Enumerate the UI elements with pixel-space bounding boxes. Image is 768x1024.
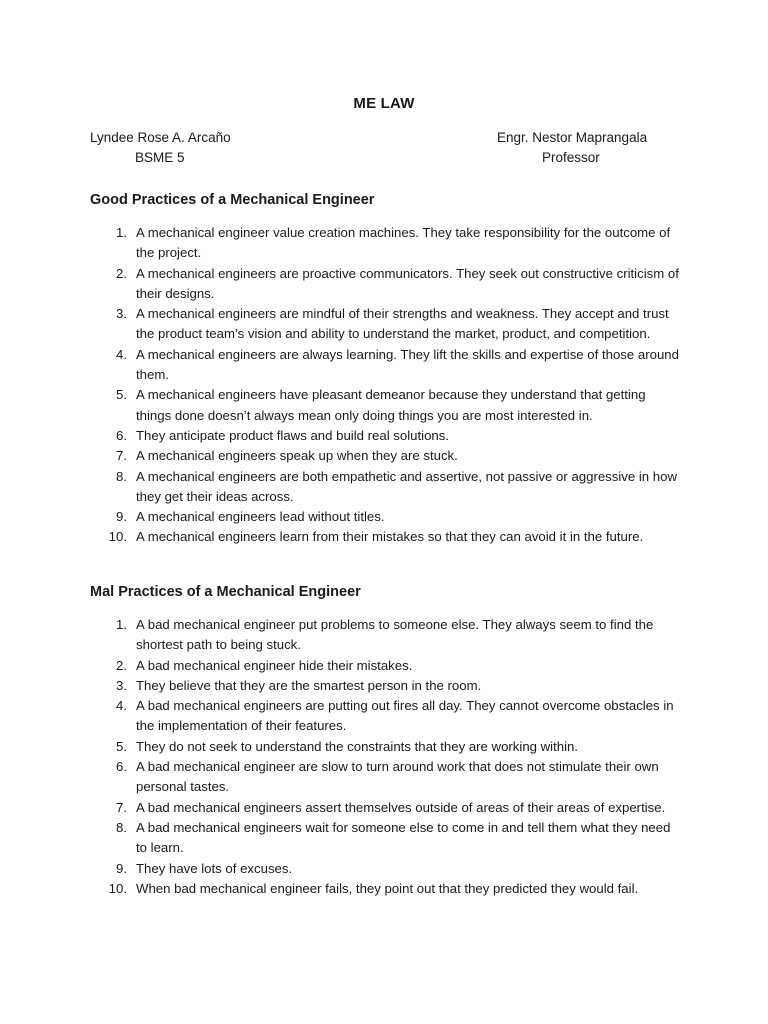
item-number: 2.: [116, 657, 127, 673]
item-text: A mechanical engineers are always learning. They lift the skills and expertise of those around them.: [136, 346, 679, 383]
item-number: 3.: [116, 677, 127, 693]
item-number: 4.: [116, 698, 127, 714]
mal-practices-heading: Mal Practices of a Mechanical Engineer: [90, 584, 361, 600]
list-item: [103, 304, 683, 345]
item-text: A mechanical engineers have pleasant demeanor because they understand that getting things done doesn’t always mean only doing things you are most interested in.: [136, 387, 646, 423]
list-item: [103, 507, 683, 527]
list-item: [103, 859, 683, 879]
item-text: A bad mechanical engineer are slow to turn around work that does not stimulate their own personal tastes.: [136, 759, 659, 795]
item-text: A mechanical engineers are mindful of their strengths and weakness. They accept and trust the product team’s vision and ability to understand the market, product, and competition.: [136, 306, 669, 342]
item-number: 7.: [116, 799, 127, 815]
item-number: 1.: [116, 225, 127, 240]
item-text: A bad mechanical engineer put problems to someone else. They always seem to find the shortest path to being stuck.: [136, 617, 654, 653]
item-number: 4.: [116, 346, 127, 362]
author-block: [90, 128, 231, 168]
item-number: 7.: [116, 448, 127, 464]
item-number: 6.: [116, 427, 127, 443]
list-item: [103, 385, 683, 426]
list-item: [103, 426, 683, 446]
list-item: [103, 737, 683, 757]
document-title: ME LAW: [353, 95, 415, 112]
author-name: Lyndee Rose A. Arcaño: [90, 130, 231, 145]
item-text: A mechanical engineers are both empathetic and assertive, not passive or aggressive in how they get their ideas across.: [136, 468, 677, 504]
good-practices-list: [103, 223, 683, 548]
item-text: A mechanical engineer value creation machines. They take responsibility for the outcome of the project.: [136, 225, 671, 261]
item-text: A bad mechanical engineers assert themselves outside of areas of their areas of expertise.: [136, 799, 666, 815]
item-number: 6.: [116, 759, 127, 775]
professor-role: Professor: [542, 150, 600, 165]
item-number: 9.: [116, 860, 127, 876]
good-practices-heading: Good Practices of a Mechanical Engineer: [90, 192, 375, 208]
item-text: A bad mechanical engineers wait for someone else to come in and tell them what they need to learn.: [136, 819, 671, 856]
item-number: 5.: [116, 387, 127, 403]
list-item: [103, 696, 683, 737]
item-text: They do not seek to understand the constraints that they are working within.: [136, 738, 579, 754]
item-number: 10.: [108, 529, 127, 545]
item-text: A mechanical engineers lead without titles.: [136, 509, 385, 525]
item-text: A mechanical engineers speak up when they are stuck.: [136, 448, 458, 464]
item-text: When bad mechanical engineer fails, they point out that they predicted they would fail.: [136, 880, 639, 896]
list-item: [103, 676, 683, 696]
list-item: [103, 798, 683, 818]
list-item: [103, 818, 683, 859]
item-text: A bad mechanical engineer hide their mistakes.: [136, 657, 413, 673]
list-item: [103, 223, 683, 264]
item-text: A bad mechanical engineers are putting out fires all day. They cannot overcome obstacles in the implementation of their features.: [136, 698, 674, 734]
item-number: 3.: [116, 306, 127, 322]
item-number: 2.: [116, 265, 127, 281]
list-item: [103, 345, 683, 386]
list-item: [103, 615, 683, 656]
list-item: [103, 446, 683, 466]
item-number: 5.: [116, 738, 127, 754]
item-number: 8.: [116, 468, 127, 484]
item-number: 10.: [108, 880, 127, 896]
list-item: [103, 656, 683, 676]
author-course: BSME 5: [135, 150, 185, 165]
item-number: 1.: [116, 617, 127, 632]
list-item: [103, 757, 683, 798]
item-text: A mechanical engineers learn from their mistakes so that they can avoid it in the future.: [136, 529, 644, 545]
item-text: They have lots of excuses.: [136, 860, 293, 876]
list-item: [103, 879, 683, 899]
professor-name: Engr. Nestor Maprangala: [497, 130, 648, 145]
item-text: They believe that they are the smartest person in the room.: [136, 677, 482, 693]
item-text: They anticipate product flaws and build real solutions.: [136, 427, 450, 443]
list-item: [103, 527, 683, 547]
list-item: [103, 467, 683, 508]
professor-block: [497, 128, 647, 168]
item-number: 8.: [116, 819, 127, 835]
list-item: [103, 264, 683, 305]
item-number: 9.: [116, 509, 127, 525]
item-text: A mechanical engineers are proactive communicators. They seek out constructive criticism of their designs.: [136, 265, 679, 301]
mal-practices-list: [103, 615, 683, 899]
